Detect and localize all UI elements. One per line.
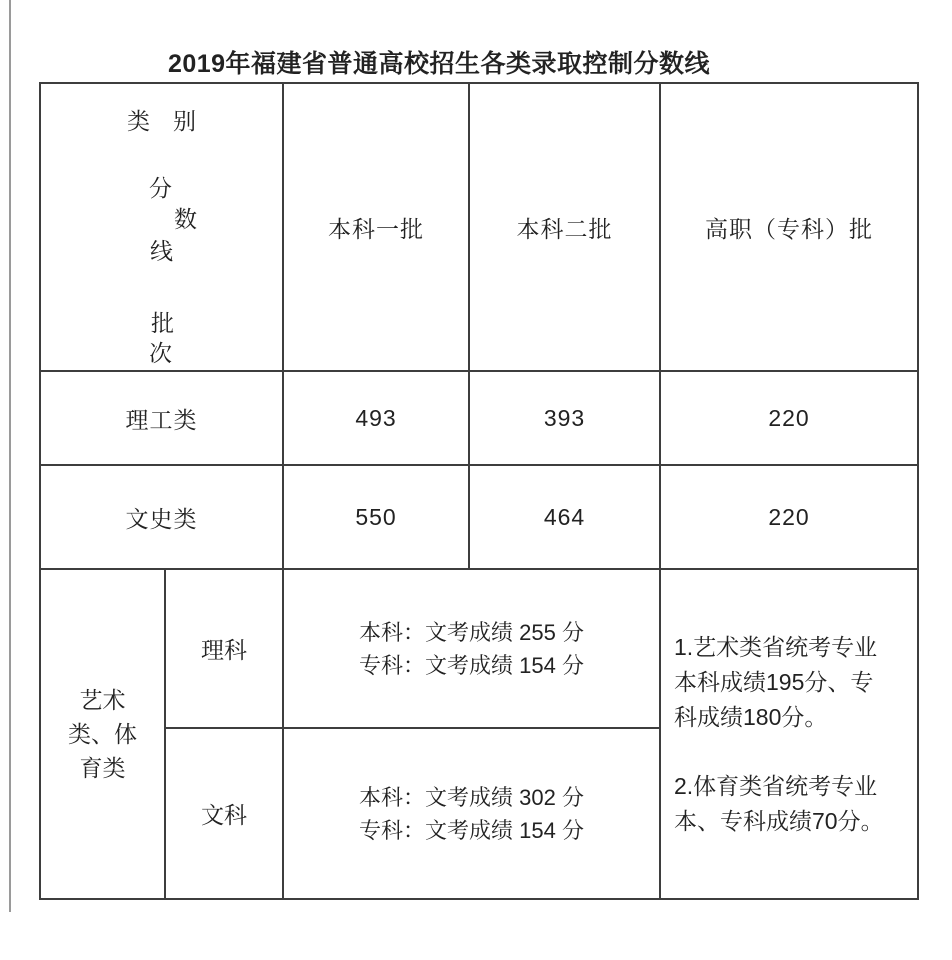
art-wenke-scores-cell: [283, 728, 660, 899]
column-header-benke-erpi: 本科二批: [469, 83, 660, 371]
note-art-line: 本科成绩195分、专: [674, 668, 874, 695]
column-header-benke-yipi: 本科一批: [283, 83, 469, 371]
score-cell: 393: [469, 371, 660, 465]
table-row-wenshi: [40, 465, 918, 569]
table-row-ligong: [40, 371, 918, 465]
art-wenke-benke-line: 本科：文考成绩 302 分: [359, 784, 584, 810]
art-like-benke-line: 本科：文考成绩 255 分: [359, 619, 584, 645]
note-sports-line: 2.体育类省统考专业: [674, 772, 878, 799]
corner-header-cell: [40, 83, 283, 371]
row-label-wenshi: 文史类: [40, 465, 283, 569]
art-sports-label-line: 艺术: [79, 687, 126, 713]
note-art-line: 1.艺术类省统考专业: [674, 633, 878, 660]
header-row: [40, 83, 918, 371]
corner-category-label: 类 别: [127, 108, 196, 134]
art-like-scores-cell: [283, 569, 660, 728]
score-table: [39, 82, 919, 900]
page-edge-line: [9, 0, 11, 912]
score-cell: 220: [660, 371, 918, 465]
corner-scoreline-char-3: 线: [150, 238, 173, 264]
notes-cell: [660, 569, 918, 899]
page-title: 2019年福建省普通高校招生各类录取控制分数线: [167, 50, 711, 78]
note-art: [674, 630, 909, 735]
score-cell: 550: [283, 465, 469, 569]
score-cell: 220: [660, 465, 918, 569]
row-label-ligong: 理工类: [40, 371, 283, 465]
note-sports: [674, 769, 909, 839]
table-row-art-sports-like: [40, 569, 918, 728]
row-label-art-sports: [40, 569, 165, 899]
note-sports-line: 本、专科成绩70分。: [674, 807, 884, 834]
art-sports-label-line: 类、体: [68, 721, 137, 747]
corner-batch-char-2: 次: [149, 340, 172, 366]
corner-batch-char-1: 批: [151, 310, 174, 336]
note-art-line: 科成绩180分。: [674, 703, 828, 730]
corner-scoreline-char-1: 分: [149, 175, 172, 201]
subrow-label-like: 理科: [165, 569, 283, 728]
art-wenke-zhuanke-line: 专科：文考成绩 154 分: [359, 817, 584, 843]
art-like-zhuanke-line: 专科：文考成绩 154 分: [359, 652, 584, 678]
art-sports-label-line: 育类: [79, 755, 126, 781]
corner-scoreline-char-2: 数: [174, 206, 197, 232]
column-header-gaozhi-zhuanke: 高职（专科）批: [660, 83, 918, 371]
score-cell: 464: [469, 465, 660, 569]
score-cell: 493: [283, 371, 469, 465]
subrow-label-wenke: 文科: [165, 728, 283, 899]
